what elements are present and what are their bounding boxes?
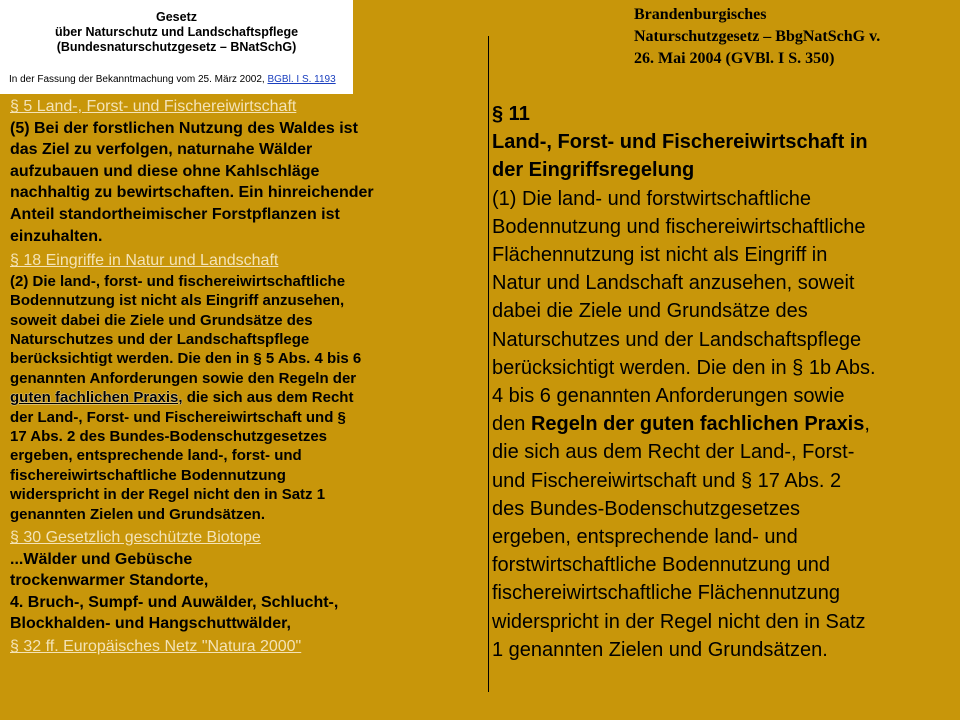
section-11-text: Flächennutzung ist nicht als Eingriff in — [492, 244, 828, 267]
bbgnatschg-title-line: Brandenburgisches — [634, 6, 767, 23]
section-18-text: widerspricht in der Regel nicht den in Satz 1 — [10, 486, 326, 504]
bbgnatschg-title-line: 26. Mai 2004 (GVBl. I S. 350) — [634, 50, 835, 67]
section-11-text: 4 bis 6 genannten Anforderungen sowie — [492, 385, 845, 408]
section-5-link[interactable]: § 5 Land-, Forst- und Fischereiwirtschaft — [10, 98, 297, 115]
section-18-text: ergeben, entsprechende land-, forst- und — [10, 447, 302, 465]
section-11-text: widerspricht in der Regel nicht den in Satz — [492, 610, 866, 633]
section-11-text: und Fischereiwirtschaft und § 17 Abs. 2 — [492, 469, 842, 492]
bnatschg-title-line: über Naturschutz und Landschaftspflege — [54, 25, 299, 39]
section-11-text: den — [492, 413, 531, 436]
section-5-text: Anteil standortheimischer Forstpflanzen ist — [10, 205, 340, 223]
bnatschg-title — [0, 10, 353, 55]
bbgnatschg-title — [634, 4, 954, 70]
section-18-link[interactable]: § 18 Eingriffe in Natur und Landschaft — [10, 252, 279, 270]
bnatschg-footer-text: In der Fassung der Bekanntmachung vom 25. März 2002, — [9, 74, 268, 85]
section-11-text: Naturschutzes und der Landschaftspflege — [492, 328, 862, 351]
bnatschg-title-line: (Bundesnaturschutzgesetz – BNatSchG) — [56, 40, 297, 54]
section-11-heading: der Eingriffsregelung — [492, 159, 695, 182]
bnatschg-header-box — [0, 0, 353, 94]
section-11-text: , — [864, 413, 870, 436]
section-11-text: die sich aus dem Recht der Land-, Forst- — [492, 441, 855, 464]
section-11-text: berücksichtigt werden. Die den in § 1b Abs. — [492, 356, 876, 379]
column-divider — [488, 36, 489, 692]
section-18-text: fischereiwirtschaftliche Bodennutzung — [10, 466, 286, 484]
section-30-text: trockenwarmer Standorte, — [10, 572, 209, 590]
section-11-text: fischereiwirtschaftliche Flächennutzung — [492, 582, 840, 605]
bnatschg-footer — [9, 74, 336, 85]
section-30-text: Blockhalden- und Hangschuttwälder, — [10, 615, 291, 633]
section-11-text: dabei die Ziele und Grundsätze des — [492, 300, 808, 323]
regeln-guten-fachlichen-praxis: Regeln der guten fachlichen Praxis — [530, 413, 865, 436]
section-18-text: Bodennutzung ist nicht als Eingriff anzusehen, — [10, 292, 345, 310]
section-11-heading: § 11 — [492, 103, 530, 125]
section-18-text: genannten Zielen und Grundsätzen. — [10, 505, 266, 523]
section-18-text: 17 Abs. 2 des Bundes-Bodenschutzgesetzes — [10, 428, 328, 445]
gute-fachliche-praxis: guten fachlichen Praxis, — [10, 389, 183, 407]
section-11-text: Bodennutzung und fischereiwirtschaftliche — [492, 215, 866, 238]
section-11-text: 1 genannten Zielen und Grundsätzen. — [492, 638, 828, 661]
section-18-text: berücksichtigt werden. Die den in § 5 Abs. 4 bis 6 — [10, 350, 362, 368]
section-30-text: 4. Bruch-, Sumpf- und Auwälder, Schlucht-, — [10, 593, 339, 611]
section-5-text: einzuhalten. — [10, 227, 103, 245]
section-5-text: (5) Bei der forstlichen Nutzung des Waldes ist — [10, 119, 358, 137]
section-30-text: ...Wälder und Gebüsche — [10, 550, 193, 568]
bgbl-link[interactable]: BGBl. I S. 1193 — [267, 74, 336, 85]
bnatschg-excerpts — [10, 96, 480, 658]
bnatschg-title-line: Gesetz — [156, 10, 197, 24]
section-11-heading: Land-, Forst- und Fischereiwirtschaft in — [492, 131, 868, 154]
section-11-regeln-line — [492, 410, 952, 438]
section-18-gfp-line — [10, 388, 480, 407]
section-18-text: genannten Anforderungen sowie den Regeln der — [10, 369, 357, 387]
section-18-text: der Land-, Forst- und Fischereiwirtschaft und § — [10, 408, 346, 426]
section-11-text: Natur und Landschaft anzusehen, soweit — [492, 272, 855, 295]
section-5-text: nachhaltig zu bewirtschaften. Ein hinreichender — [10, 184, 374, 202]
bbgnatschg-title-line: Naturschutzgesetz – BbgNatSchG v. — [634, 28, 881, 45]
section-32-link[interactable]: § 32 ff. Europäisches Netz "Natura 2000" — [10, 638, 302, 655]
section-18-text: soweit dabei die Ziele und Grundsätze des — [10, 311, 313, 329]
section-11-text: forstwirtschaftliche Bodennutzung und — [492, 554, 830, 577]
section-5-text: aufzubauen und diese ohne Kahlschläge — [10, 162, 320, 180]
section-11-text: (1) Die land- und forstwirtschaftliche — [492, 187, 812, 210]
section-18-text: (2) Die land-, forst- und fischereiwirtschaftliche — [10, 272, 346, 290]
section-11-text: ergeben, entsprechende land- und — [492, 526, 798, 549]
section-5-text: das Ziel zu verfolgen, naturnahe Wälder — [10, 141, 313, 159]
section-11-text: des Bundes-Bodenschutzgesetzes — [492, 497, 800, 520]
section-30-link[interactable]: § 30 Gesetzlich geschützte Biotope — [10, 529, 261, 547]
bbgnatschg-section-11 — [492, 100, 952, 664]
section-18-text: Naturschutzes und der Landschaftspflege — [10, 330, 310, 348]
section-18-text: die sich aus dem Recht — [182, 389, 354, 407]
